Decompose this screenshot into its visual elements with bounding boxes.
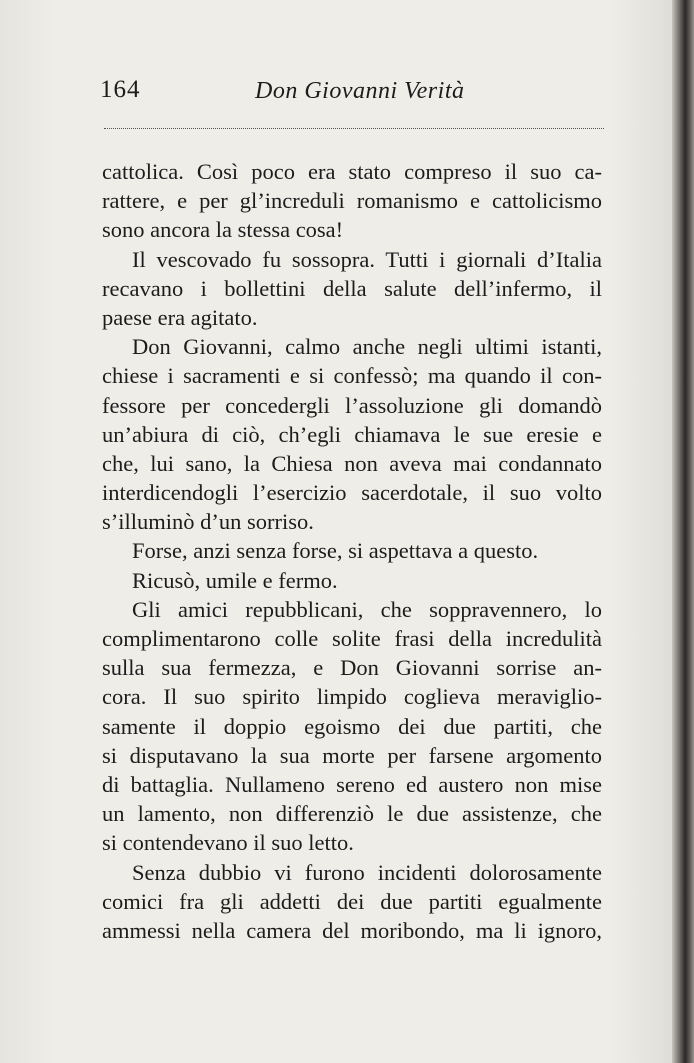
text-line: fessore per concedergli l’assoluzione gli domandò (102, 392, 602, 418)
text-line: cora. Il suo spirito limpido coglieva meraviglio- (102, 684, 602, 710)
text-line: di battaglia. Nullameno sereno ed austero non mise (102, 771, 602, 797)
text-line: un lamento, non differenziò le due assistenze, che (102, 801, 602, 827)
text-line: Senza dubbio vi furono incidenti dolorosamente (132, 859, 602, 885)
text-line: cattolica. Così poco era stato compreso il suo ca- (102, 159, 602, 184)
text-line: ammessi nella camera del moribondo, ma li ignoro, (102, 917, 602, 943)
text-line: si disputavano la sua morte per farsene argomento (102, 742, 602, 768)
text-line: che, lui sano, la Chiesa non aveva mai condannato (102, 450, 602, 476)
page-header (100, 76, 605, 116)
running-title: Don Giovanni Verità (255, 78, 465, 104)
text-line: si contendevano il suo letto. (102, 830, 354, 856)
text-line: Forse, anzi senza forse, si aspettava a questo. (132, 538, 539, 564)
text-line: recavano i bollettini della salute dell’infermo, il (102, 275, 602, 301)
header-rule (104, 128, 604, 129)
text-line: sulla sua fermezza, e Don Giovanni sorrise an- (102, 655, 602, 681)
text-line: paese era agitato. (102, 304, 258, 330)
text-line: samente il doppio egoismo dei due partiti, che (102, 713, 602, 739)
text-line: interdicendogli l’esercizio sacerdotale, il suo volto (102, 480, 602, 506)
text-line: sono ancora la stessa cosa! (102, 217, 344, 243)
text-line: Ricusò, umile e fermo. (132, 567, 338, 593)
text-line: un’abiura di ciò, ch’egli chiamava le sue eresie e (102, 421, 602, 447)
text-line: rattere, e per gl’increduli romanismo e cattolicismo (102, 188, 602, 214)
text-line: comici fra gli addetti dei due partiti egualmente (102, 888, 602, 914)
text-line: chiese i sacramenti e si confessò; ma quando il con- (102, 363, 602, 389)
page-edge-shadow (672, 0, 694, 1063)
text-line: s’illuminò d’un sorriso. (102, 509, 314, 535)
text-line: complimentarono colle solite frasi della incredulità (102, 626, 602, 651)
text-line: Don Giovanni, calmo anche negli ultimi istanti, (132, 334, 602, 360)
text-line: Il vescovado fu sossopra. Tutti i giornali d’Italia (132, 246, 602, 272)
page-number: 164 (100, 76, 141, 103)
body-text (102, 157, 602, 945)
text-line: Gli amici repubblicani, che soppravennero, lo (132, 596, 602, 622)
